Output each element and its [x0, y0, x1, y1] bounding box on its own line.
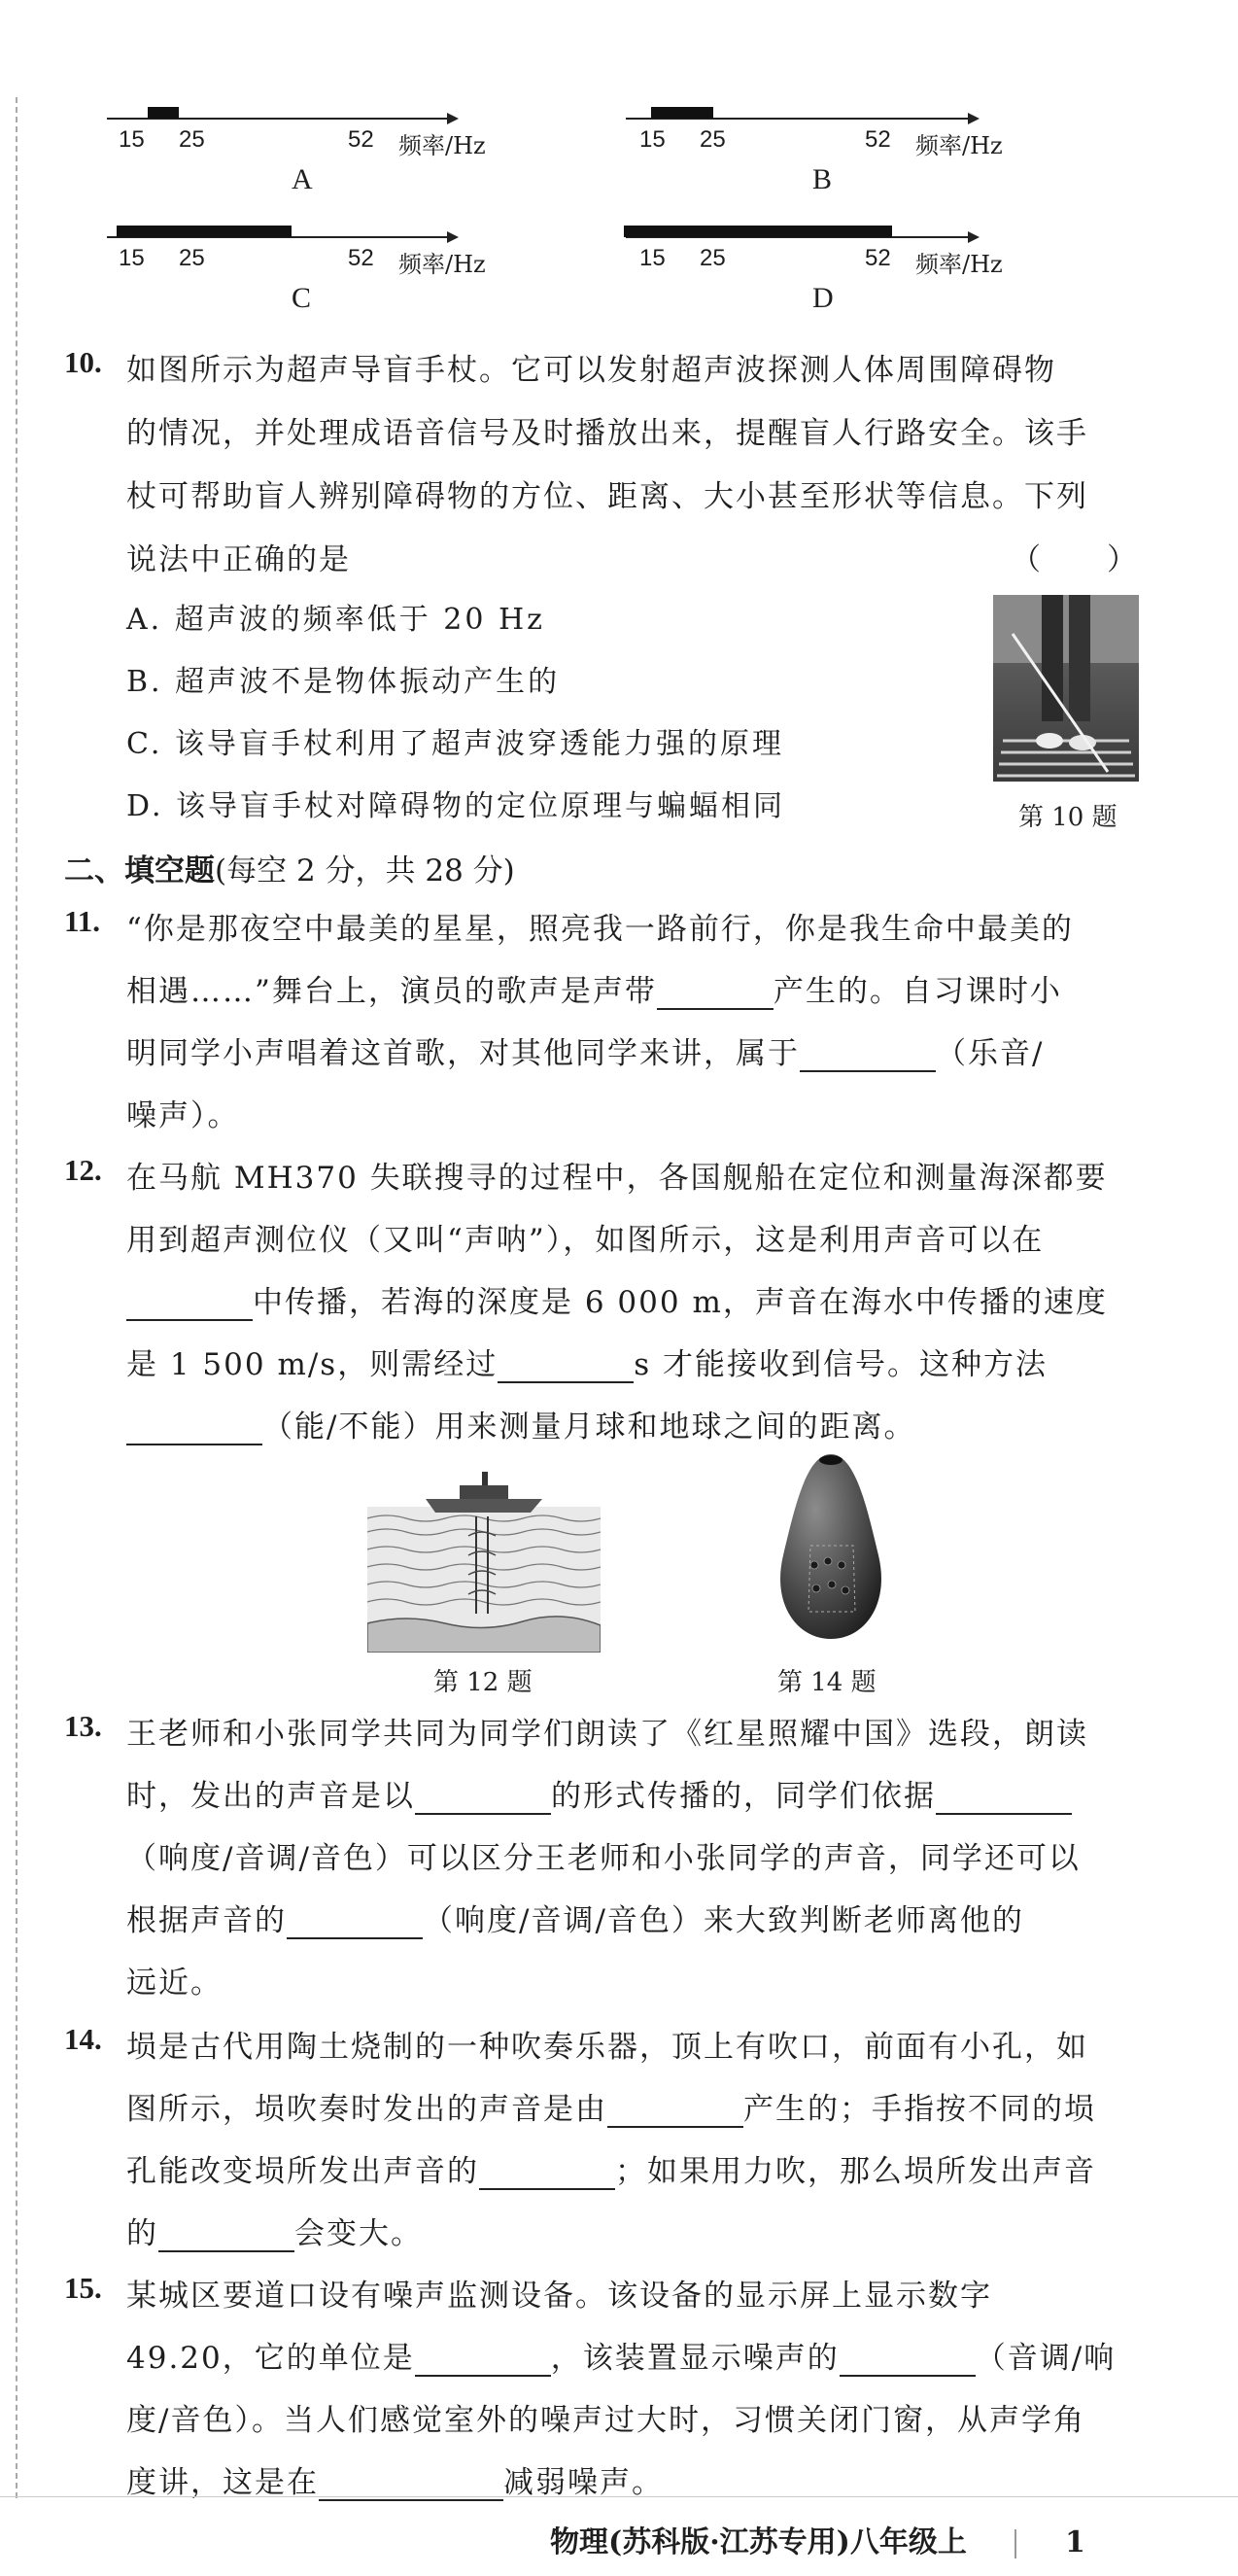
question-14-number: 14. — [64, 2022, 102, 2056]
text: 产生的。自习课时小 — [773, 974, 1062, 1009]
answer-blank[interactable] — [657, 979, 774, 1010]
section-2-heading — [64, 846, 515, 889]
q10-line-3: 杖可帮助盲人辨别障碍物的方位、距离、大小甚至形状等信息。下列 — [126, 479, 1088, 514]
text: ，该装置显示噪声的 — [550, 2341, 840, 2376]
tick-25: 25 — [179, 126, 205, 153]
answer-blank[interactable] — [415, 1784, 551, 1815]
text: 时，发出的声音是以 — [126, 1779, 415, 1814]
question-11-number: 11. — [64, 904, 101, 938]
text: 明同学小声唱着这首歌，对其他同学来讲，属于 — [126, 1036, 800, 1071]
q13-line-1: 王老师和小张同学共同为同学们朗读了《红星照耀中国》选段，朗读 — [126, 1717, 1088, 1752]
section-title: 二、填空题 — [64, 853, 215, 888]
text: 图所示，埙吹奏时发出的声音是由 — [126, 2092, 607, 2127]
answer-paren: （ ） — [1011, 542, 1139, 577]
q14-line-4 — [126, 2209, 423, 2252]
text: （响度/音调/音色）来大致判断老师离他的 — [423, 1903, 1024, 1938]
answer-blank[interactable] — [607, 2097, 743, 2128]
q11-line-4: 噪声）。 — [126, 1098, 240, 1133]
q11-line-2 — [126, 966, 1062, 1010]
figure-10-caption: 第 10 题 — [1018, 803, 1118, 832]
tick-52: 52 — [865, 126, 891, 153]
sonar-ship-figure — [367, 1468, 601, 1653]
frequency-band-c — [117, 226, 292, 237]
q10-line-1: 如图所示为超声导盲手杖。它可以发射超声波探测人体周围障碍物 — [126, 353, 1056, 388]
text: 孔能改变埙所发出声音的 — [126, 2154, 479, 2189]
answer-blank[interactable] — [415, 2346, 551, 2377]
text: 产生的；手指按不同的埙 — [743, 2092, 1096, 2127]
q10-option-b: B. 超声波不是物体振动产生的 — [126, 665, 561, 699]
text: 的形式传播的，同学们依据 — [551, 1779, 936, 1814]
text: （音调/响 — [975, 2341, 1117, 2376]
answer-blank[interactable] — [126, 1414, 262, 1445]
q12-line-5 — [126, 1402, 915, 1445]
q15-line-3: 度/音色）。当人们感觉室外的噪声过大时，习惯关闭门窗，从声学角 — [126, 2403, 1085, 2438]
question-15-number: 15. — [64, 2271, 102, 2305]
q11-line-1: “你是那夜空中最美的星星，照亮我一路前行，你是我生命中最美的 — [126, 912, 1074, 947]
footer-book-title: 物理(苏科版·江苏专用)八年级上 — [550, 2525, 967, 2559]
q10-line-2: 的情况，并处理成语音信号及时播放出来，提醒盲人行路安全。该手 — [126, 416, 1088, 451]
text: 的 — [126, 2216, 158, 2251]
q11-line-3 — [126, 1028, 1044, 1072]
axis-label: 频率/Hz — [915, 251, 1003, 278]
q12-line-3 — [126, 1277, 1108, 1321]
option-letter: B — [812, 163, 833, 195]
axis-label: 频率/Hz — [398, 251, 486, 278]
q13-line-3: （响度/音调/音色）可以区分王老师和小张同学的声音，同学还可以 — [126, 1841, 1081, 1876]
q13-line-5: 远近。 — [126, 1966, 223, 2001]
tick-25: 25 — [700, 245, 726, 271]
axis-label: 频率/Hz — [915, 132, 1003, 159]
q12-line-1: 在马航 MH370 失联搜寻的过程中，各国舰船在定位和测量海深都要 — [126, 1161, 1108, 1196]
tick-52: 52 — [348, 126, 374, 153]
q10-option-a: A. 超声波的频率低于 20 Hz — [126, 603, 545, 637]
option-letter: A — [292, 163, 313, 195]
q12-line-2: 用到超声测位仪（又叫“声呐”），如图所示，这是利用声音可以在 — [126, 1223, 1045, 1258]
diagram-b — [622, 97, 1011, 204]
answer-blank[interactable] — [840, 2346, 976, 2377]
answer-blank[interactable] — [498, 1352, 634, 1383]
option-letter: D — [812, 282, 834, 314]
question-12-number: 12. — [64, 1153, 102, 1187]
tick-15: 15 — [639, 126, 666, 153]
answer-blank[interactable] — [936, 1784, 1072, 1815]
footer-divider — [0, 2496, 1238, 2497]
diagram-d — [622, 216, 1011, 323]
axis-label: 频率/Hz — [398, 132, 486, 159]
text: 会变大。 — [294, 2216, 423, 2251]
q14-line-1: 埙是古代用陶土烧制的一种吹奏乐器，顶上有吹口，前面有小孔，如 — [126, 2030, 1088, 2065]
tick-15: 15 — [639, 245, 666, 271]
q14-line-3 — [126, 2146, 1096, 2190]
tick-25: 25 — [179, 245, 205, 271]
answer-blank[interactable] — [800, 1041, 936, 1072]
text: 度讲，这是在 — [126, 2465, 319, 2500]
q14-line-2 — [126, 2084, 1096, 2128]
blind-cane-photo — [993, 595, 1139, 782]
text: 相遇……”舞台上，演员的歌声是声带 — [126, 974, 657, 1009]
page-number: 1 — [1064, 2525, 1085, 2559]
tick-15: 15 — [119, 126, 145, 153]
option-letter: C — [292, 282, 312, 314]
answer-blank[interactable] — [287, 1908, 423, 1939]
text: （乐音/ — [936, 1036, 1045, 1071]
q10-option-c: C. 该导盲手杖利用了超声波穿透能力强的原理 — [126, 727, 784, 761]
text: 49.20，它的单位是 — [126, 2341, 415, 2376]
q10-line-4: 说法中正确的是 — [126, 542, 351, 577]
tick-52: 52 — [348, 245, 374, 271]
q12-line-4 — [126, 1340, 1048, 1383]
tick-25: 25 — [700, 126, 726, 153]
answer-blank[interactable] — [158, 2221, 294, 2252]
q15-line-4 — [126, 2457, 664, 2501]
text: ；如果用力吹，那么埙所发出声音 — [615, 2154, 1096, 2189]
q13-line-4 — [126, 1896, 1024, 1939]
text: s 才能接收到信号。这种方法 — [634, 1347, 1048, 1382]
q13-line-2 — [126, 1771, 1072, 1815]
text: 减弱噪声。 — [503, 2465, 664, 2500]
text: （能/不能）用来测量月球和地球之间的距离。 — [262, 1410, 916, 1445]
tick-52: 52 — [865, 245, 891, 271]
section-note: (每空 2 分，共 28 分) — [215, 853, 515, 888]
q15-line-2 — [126, 2333, 1116, 2377]
question-10-number: 10. — [64, 345, 102, 379]
q10-option-d: D. 该导盲手杖对障碍物的定位原理与蝙蝠相同 — [126, 789, 786, 823]
figure-12-caption: 第 12 题 — [433, 1668, 533, 1697]
frequency-band-a — [148, 107, 179, 119]
answer-blank[interactable] — [479, 2159, 615, 2190]
diagram-c — [97, 216, 486, 323]
text: 根据声音的 — [126, 1903, 287, 1938]
tick-15: 15 — [119, 245, 145, 271]
figure-14-caption: 第 14 题 — [777, 1668, 877, 1697]
question-13-number: 13. — [64, 1709, 102, 1743]
answer-blank[interactable] — [126, 1290, 253, 1321]
footer-separator — [1014, 2529, 1016, 2559]
xun-instrument-figure — [768, 1448, 894, 1643]
margin-dashed-line — [16, 97, 17, 2498]
q15-line-1: 某城区要道口设有噪声监测设备。该设备的显示屏上显示数字 — [126, 2279, 992, 2314]
frequency-band-b — [651, 107, 713, 119]
frequency-band-d — [624, 226, 892, 237]
text: 是 1 500 m/s，则需经过 — [126, 1347, 499, 1382]
text: 中传播，若海的深度是 6 000 m，声音在海水中传播的速度 — [253, 1285, 1108, 1320]
diagram-a — [97, 97, 486, 204]
footer — [550, 2518, 1085, 2560]
